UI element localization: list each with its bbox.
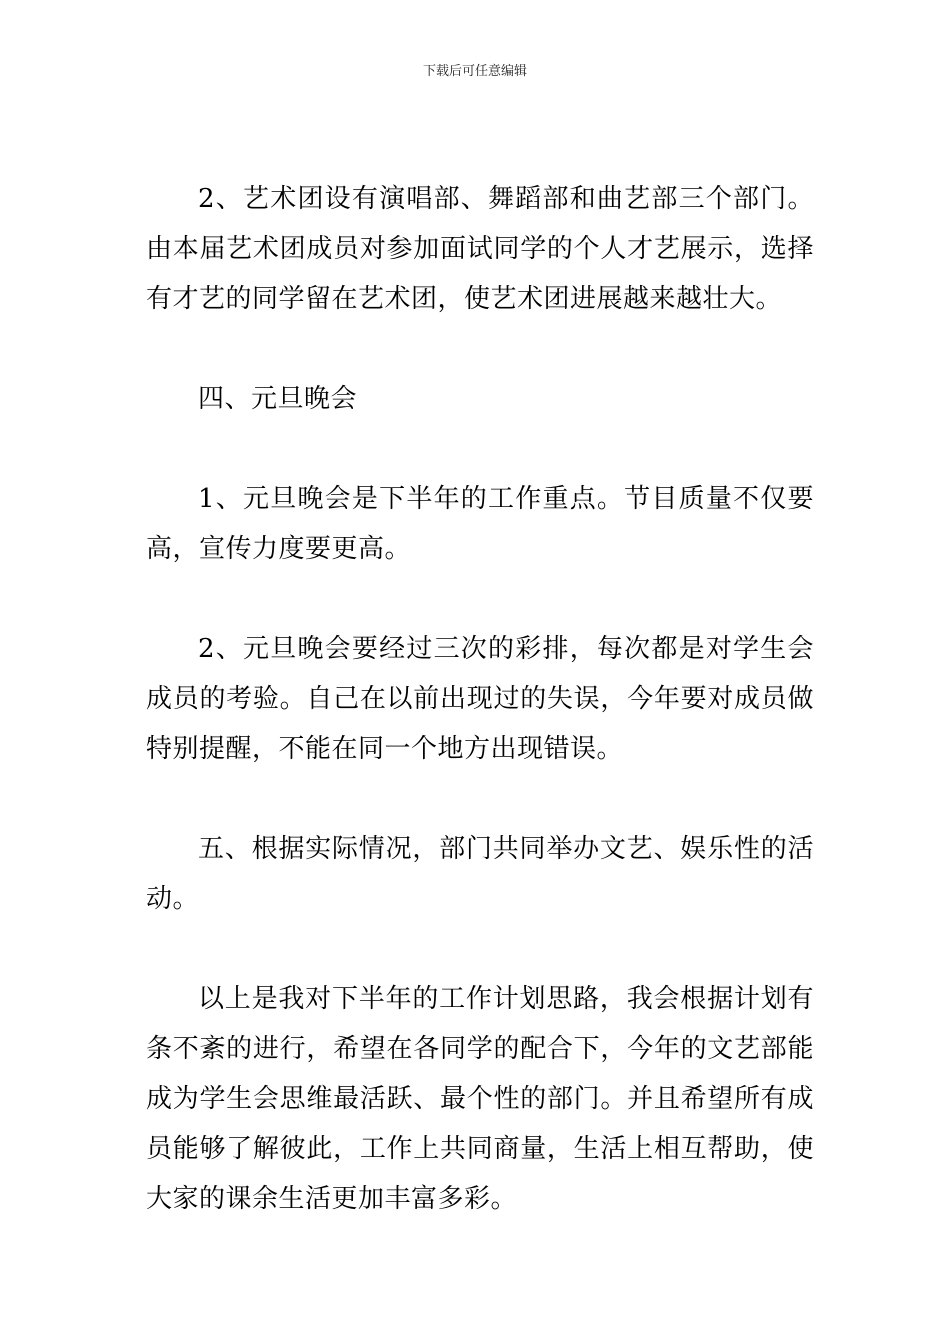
paragraph-conclusion: 以上是我对下半年的工作计划思路，我会根据计划有条不紊的进行，希望在各同学的配合下，今年的文艺部能成为学生会思维最活跃、最个性的部门。并且希望所有成员能够了解彼此，工作上共同商量，生活上相互帮助，使大家的课余生活更加丰富多彩。 — [146, 984, 814, 1214]
section-heading-joint-activities: 五、根据实际情况，部门共同举办文艺、娱乐性的活动。 — [146, 834, 814, 914]
paragraph-gap — [146, 774, 814, 824]
section-heading-new-year-gala: 四、元旦晚会 — [198, 384, 358, 414]
paragraph-gap — [146, 574, 814, 624]
paragraph-gap — [146, 424, 814, 474]
document-body — [146, 174, 814, 1224]
paragraph-art-troupe-departments: 2、艺术团设有演唱部、舞蹈部和曲艺部三个部门。由本届艺术团成员对参加面试同学的个人才艺展示，选择有才艺的同学留在艺术团，使艺术团进展越来越壮大。 — [146, 184, 814, 314]
paragraph-gala-rehearsals: 2、元旦晚会要经过三次的彩排，每次都是对学生会成员的考验。自己在以前出现过的失误，今年要对成员做特别提醒，不能在同一个地方出现错误。 — [146, 634, 814, 764]
paragraph-gala-focus: 1、元旦晚会是下半年的工作重点。节目质量不仅要高，宣传力度要更高。 — [146, 484, 814, 564]
paragraph-gap — [146, 924, 814, 974]
header-note: 下载后可任意编辑 — [422, 64, 527, 79]
paragraph-gap — [146, 324, 814, 374]
